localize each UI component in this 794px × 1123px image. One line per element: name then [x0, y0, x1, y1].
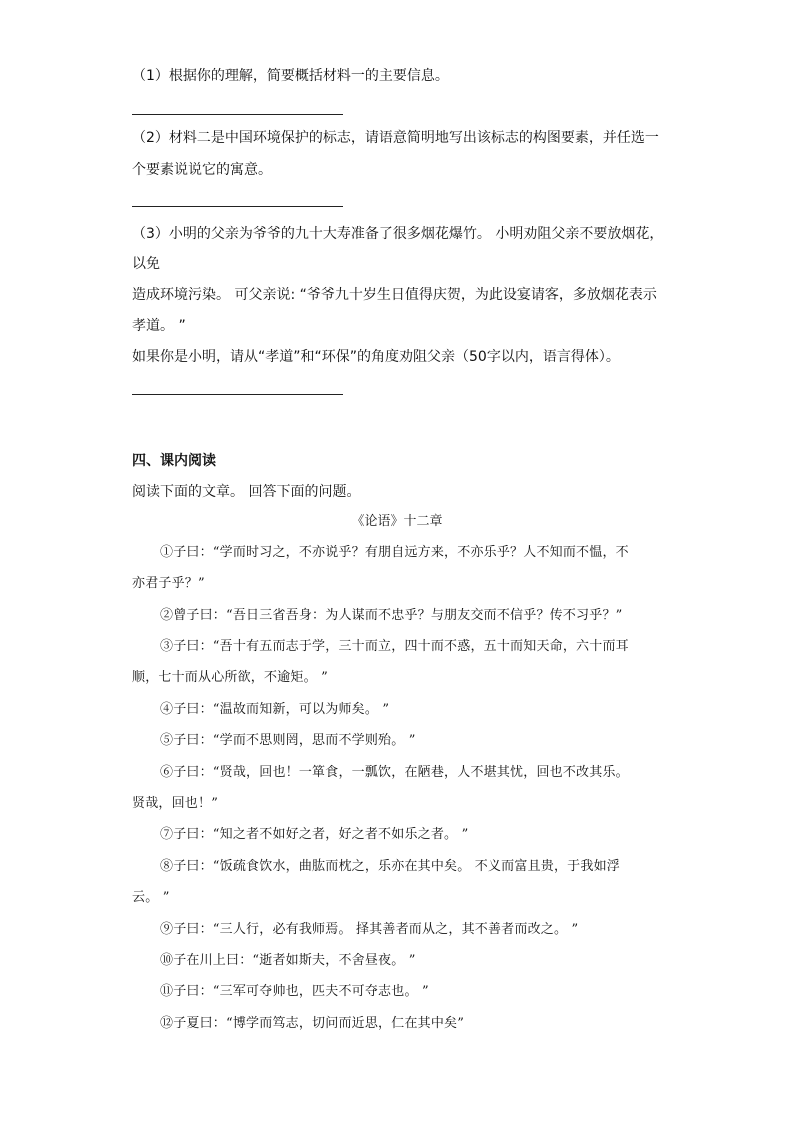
article-line: ⑥子曰：“贤哉，回也！一箪食，一瓢饮，在陋巷，人不堪其忧，回也不改其乐。: [160, 765, 629, 780]
answer-line-2[interactable]: [132, 206, 343, 207]
answer-line-3[interactable]: [132, 394, 343, 395]
article-line: ④子曰：“温故而知新，可以为师矣。 ”: [160, 702, 390, 717]
section-instruction: 阅读下面的文章。 回答下面的问题。: [132, 484, 361, 500]
question-3-text-line-3: 造成环境污染。 可父亲说: “爷爷九十岁生日值得庆贺，为此设宴请客，多放烟花表示: [132, 287, 657, 303]
question-3-text-line-2: 以免: [132, 256, 160, 272]
article-line: ①子曰：“学而时习之，不亦说乎？有朋自远方来，不亦乐乎？人不知而不愠，不: [160, 545, 629, 560]
article-line: ⑪子曰：“三军可夺帅也，匹夫不可夺志也。 ”: [160, 984, 429, 999]
article-line: ②曾子曰：“吾日三省吾身：为人谋而不忠乎？与朋友交而不信乎？传不习乎？”: [160, 608, 623, 623]
answer-line-1[interactable]: [132, 114, 343, 115]
question-2-text-line-2: 个要素说说它的寓意。: [132, 162, 272, 178]
article-line: 贤哉，回也！”: [132, 796, 219, 811]
question-3-text-line-1: （3）小明的父亲为爷爷的九十大寿准备了很多烟花爆竹。 小明劝阻父亲不要放烟花，: [132, 226, 664, 242]
article-line: ⑧子曰：“饭疏食饮水，曲肱而枕之，乐亦在其中矣。 不义而富且贵，于我如浮: [160, 859, 620, 874]
article-line: ⑤子曰：“学而不思则罔，思而不学则殆。 ”: [160, 733, 416, 748]
article-line: ⑨子曰：“三人行，必有我师焉。 择其善者而从之，其不善者而改之。 ”: [160, 922, 579, 937]
section-heading: 四、课内阅读: [132, 453, 216, 469]
article-line: ⑩子在川上曰：“逝者如斯夫，不舍昼夜。 ”: [160, 953, 416, 968]
question-3-text-line-4: 孝道。 ”: [132, 318, 186, 334]
question-3-text-line-5: 如果你是小明，请从“孝道”和“环保”的角度劝阻父亲（50字以内，语言得体）。: [132, 349, 620, 365]
article-line: ⑦子曰：“知之者不如好之者，好之者不如乐之者。 ”: [160, 827, 469, 842]
article-line: 云。 ”: [132, 890, 170, 905]
article-line: ⑫子夏曰：“博学而笃志，切问而近思，仁在其中矣”: [160, 1016, 465, 1031]
article-line: ③子曰：“吾十有五而志于学，三十而立，四十而不惑，五十而知天命，六十而耳: [160, 639, 629, 654]
question-2-text-line-1: （2）材料二是中国环境保护的标志，请语意简明地写出该标志的构图要素，并任选一: [132, 130, 659, 146]
question-1-text: （1）根据你的理解，简要概括材料一的主要信息。: [132, 68, 449, 84]
article-line: 亦君子乎？”: [132, 576, 205, 591]
article-title: 《论语》十二章: [351, 514, 443, 529]
article-line: 顺，七十而从心所欲，不逾矩。 ”: [132, 670, 328, 685]
